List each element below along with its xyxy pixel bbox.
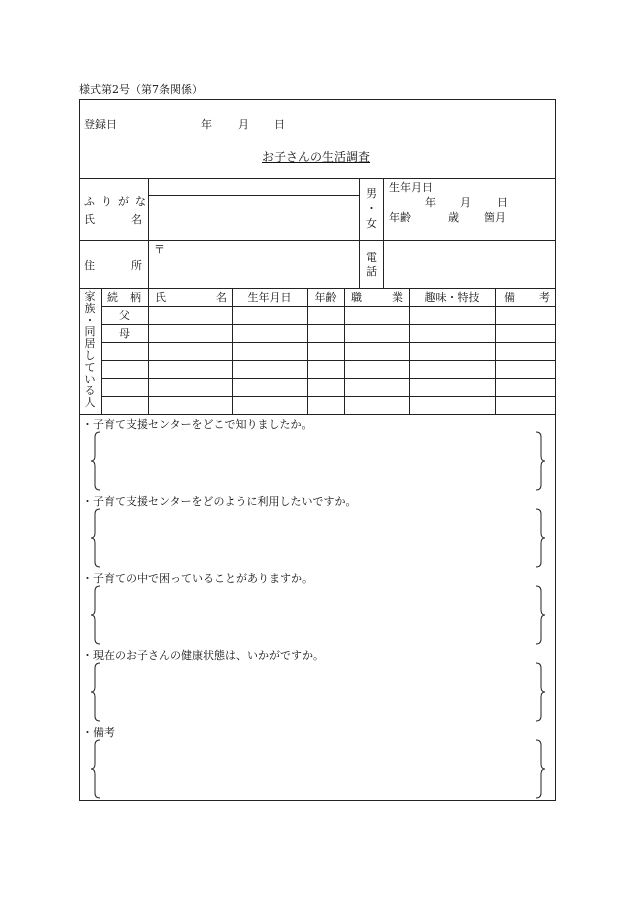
left-brace-icon: [90, 508, 102, 568]
rule: [79, 178, 556, 179]
left-brace-icon: [90, 431, 102, 491]
header-name-first: 氏: [155, 291, 166, 304]
right-brace-icon: [534, 662, 546, 722]
left-brace-icon: [90, 662, 102, 722]
rule: [344, 288, 345, 414]
address-label-second: 所: [131, 259, 142, 272]
rule: [79, 288, 556, 289]
family-side-label: 家 族 ・ 同 居 し て い る 人: [84, 290, 96, 410]
birthdate-label: 生年月日: [389, 181, 433, 194]
address-label-first: 住: [84, 259, 95, 272]
right-brace-icon: [534, 739, 546, 799]
question-health: ・現在のお子さんの健康状態は、いかがですか。: [82, 649, 324, 662]
rule: [383, 178, 384, 288]
sex-separator: ・: [366, 202, 377, 215]
header-relation-first: 続: [107, 291, 118, 304]
question-how-found: ・子育て支援センターをどこで知りましたか。: [82, 418, 313, 431]
registration-month-label: 月: [238, 118, 249, 131]
rule: [79, 414, 556, 415]
phone-label-second: 話: [366, 265, 377, 278]
rule: [101, 342, 556, 343]
left-brace-icon: [90, 739, 102, 799]
header-birthdate: 生年月日: [247, 291, 292, 304]
right-brace-icon: [534, 585, 546, 645]
rule: [307, 288, 308, 414]
header-notes-first: 備: [504, 291, 515, 304]
rule: [232, 288, 233, 414]
rule: [101, 396, 556, 397]
right-brace-icon: [534, 431, 546, 491]
phone-label-first: 電: [366, 251, 377, 264]
registration-year-label: 年: [201, 118, 212, 131]
sex-female: 女: [366, 217, 377, 230]
name-label-second: 名: [131, 213, 142, 226]
relation-father: 父: [119, 309, 130, 322]
rule: [359, 178, 360, 288]
header-notes-second: 考: [539, 291, 550, 304]
furigana-label: ふりがな: [84, 195, 152, 208]
rule: [101, 360, 556, 361]
rule: [101, 378, 556, 379]
question-remarks: ・備考: [82, 726, 115, 739]
left-brace-icon: [90, 585, 102, 645]
rule: [101, 288, 102, 414]
registration-day-label: 日: [274, 118, 285, 131]
form-title: お子さんの生活調査: [262, 150, 371, 164]
rule: [101, 324, 556, 325]
age-label: 年齢: [389, 211, 411, 224]
header-name-second: 名: [216, 291, 227, 304]
birth-month-label: 月: [460, 196, 471, 209]
rule: [101, 306, 556, 307]
header-hobby: 趣味・特技: [424, 291, 480, 304]
birth-year-label: 年: [425, 196, 436, 209]
age-months-label: 箇月: [484, 211, 506, 224]
header-occupation-second: 業: [392, 291, 403, 304]
name-label-first: 氏: [84, 213, 95, 226]
registration-date-label: 登録日: [84, 118, 117, 131]
rule: [409, 288, 410, 414]
form-number: 様式第2号（第7条関係）: [79, 83, 203, 96]
rule: [79, 240, 556, 241]
header-relation-second: 柄: [130, 291, 141, 304]
header-age: 年齢: [314, 291, 337, 304]
postal-code-mark: 〒: [154, 243, 165, 256]
birth-day-label: 日: [497, 196, 508, 209]
header-occupation-first: 職: [351, 291, 362, 304]
rule: [495, 288, 496, 414]
age-years-label: 歳: [448, 211, 459, 224]
rule: [148, 288, 149, 414]
question-troubles: ・子育ての中で困っていることがありますか。: [82, 572, 313, 585]
relation-mother: 母: [119, 327, 130, 340]
right-brace-icon: [534, 508, 546, 568]
rule: [148, 195, 359, 196]
question-how-use: ・子育て支援センターをどのように利用したいですか。: [82, 495, 357, 508]
sex-male: 男: [366, 187, 377, 200]
